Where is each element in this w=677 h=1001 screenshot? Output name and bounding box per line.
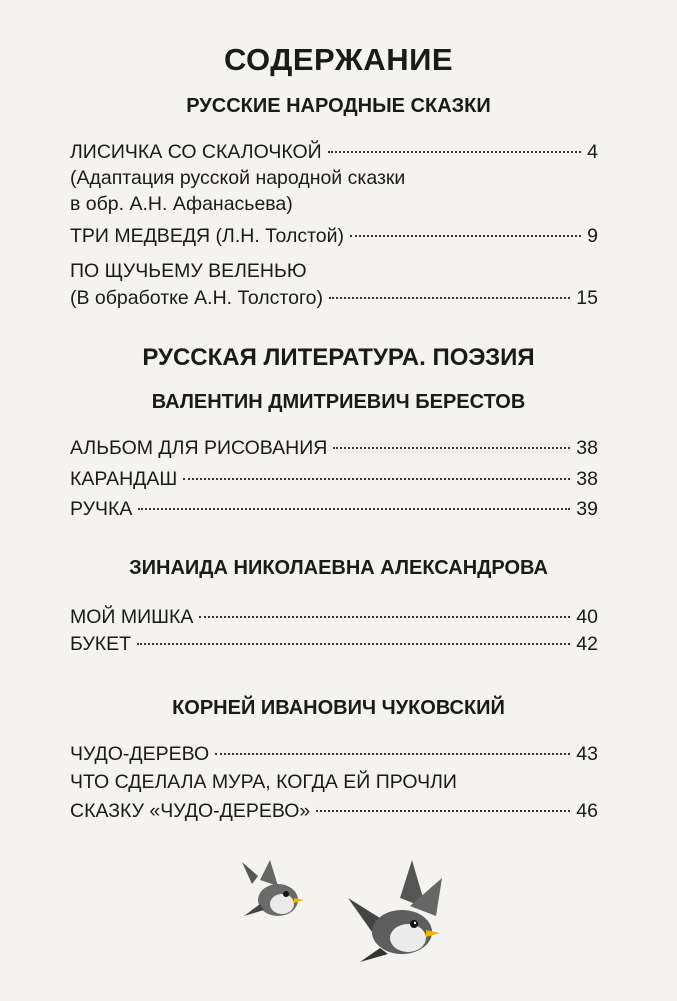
- toc-entry[interactable]: [70, 436, 598, 460]
- entry-page: 39: [576, 498, 598, 520]
- dot-leader: [199, 616, 570, 618]
- entry-title: ЛИСИЧКА СО СКАЛОЧКОЙ: [70, 141, 322, 163]
- dot-leader: [138, 508, 570, 510]
- section-heading-poetry: РУССКАЯ ЛИТЕРАТУРА. ПОЭЗИЯ: [142, 344, 535, 371]
- author-heading: КОРНЕЙ ИВАНОВИЧ ЧУКОВСКИЙ: [172, 697, 505, 719]
- entry-note: (Адаптация русской народной сказки: [70, 167, 406, 189]
- entry-title: АЛЬБОМ ДЛЯ РИСОВАНИЯ: [70, 437, 328, 459]
- dot-leader: [329, 297, 570, 299]
- entry-page: 4: [587, 141, 598, 163]
- dot-leader: [333, 447, 570, 449]
- toc-entry[interactable]: [70, 497, 598, 521]
- entry-page: 42: [576, 633, 598, 655]
- two-birds-icon: [230, 858, 470, 968]
- entry-title: ТРИ МЕДВЕДЯ (Л.Н. Толстой): [70, 225, 345, 247]
- entry-title: СКАЗКУ «ЧУДО-ДЕРЕВО»: [70, 800, 311, 822]
- entry-title: ЧУДО-ДЕРЕВО: [70, 743, 210, 765]
- author-heading: ВАЛЕНТИН ДМИТРИЕВИЧ БЕРЕСТОВ: [151, 391, 526, 413]
- entry-page: 46: [576, 800, 598, 822]
- entry-page: 40: [576, 606, 598, 628]
- entry-page: 43: [576, 743, 598, 765]
- page-title: СОДЕРЖАНИЕ: [223, 42, 454, 77]
- large-bird-icon: [348, 860, 442, 962]
- toc-entry[interactable]: [70, 605, 598, 629]
- dot-leader: [316, 810, 570, 812]
- toc-entry[interactable]: [70, 467, 598, 491]
- toc-entry[interactable]: [70, 742, 598, 766]
- entry-title[interactable]: ЧТО СДЕЛАЛА МУРА, КОГДА ЕЙ ПРОЧЛИ: [70, 771, 457, 793]
- entry-note: в обр. А.Н. Афанасьева): [70, 193, 293, 215]
- author-heading: ЗИНАИДА НИКОЛАЕВНА АЛЕКСАНДРОВА: [129, 557, 548, 579]
- dot-leader: [350, 235, 581, 237]
- dot-leader: [328, 151, 581, 153]
- dot-leader: [137, 643, 570, 645]
- toc-entry[interactable]: [70, 286, 598, 310]
- dot-leader: [183, 478, 570, 480]
- entry-title: БУКЕТ: [70, 633, 132, 655]
- entry-page: 38: [576, 468, 598, 490]
- toc-entry[interactable]: [70, 224, 598, 248]
- toc-entry[interactable]: [70, 632, 598, 656]
- small-bird-icon: [242, 860, 304, 916]
- toc-entry[interactable]: [70, 140, 598, 164]
- entry-page: 38: [576, 437, 598, 459]
- section-heading-folk-tales: РУССКИЕ НАРОДНЫЕ СКАЗКИ: [186, 95, 491, 117]
- entry-title: МОЙ МИШКА: [70, 606, 194, 628]
- entry-title: РУЧКА: [70, 498, 133, 520]
- dot-leader: [215, 753, 570, 755]
- entry-title[interactable]: ПО ЩУЧЬЕМУ ВЕЛЕНЬЮ: [70, 260, 307, 282]
- entry-title: КАРАНДАШ: [70, 468, 178, 490]
- entry-page: 15: [576, 287, 598, 309]
- entry-page: 9: [587, 225, 598, 247]
- entry-subtitle: (В обработке А.Н. Толстого): [70, 287, 324, 309]
- toc-entry[interactable]: [70, 799, 598, 823]
